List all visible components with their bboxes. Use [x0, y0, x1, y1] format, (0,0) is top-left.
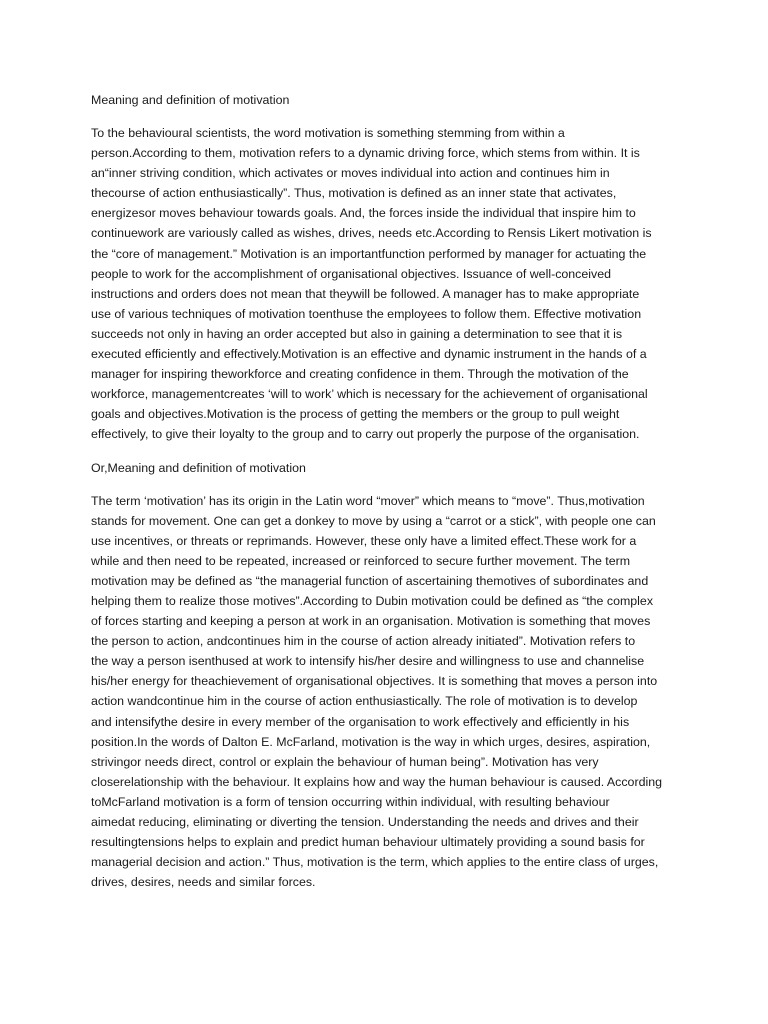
text-line: his/her energy for theachievement of organisational objectives. It is something that moves a person into	[91, 674, 658, 689]
text-line: managerial decision and action.” Thus, motivation is the term, which applies to the entire class of urges,	[91, 855, 659, 870]
text-line: and intensifythe desire in every member of the organisation to work effectively and efficiently in his	[91, 714, 630, 729]
section-heading: Meaning and definition of motivation	[91, 93, 290, 107]
text-line: continuework are variously called as wishes, drives, needs etc.According to Rensis Likert motivation is	[91, 226, 652, 241]
text-line: stands for movement. One can get a donkey to move by using a “carrot or a stick”, with people one can	[91, 513, 656, 528]
text-line: energizesor moves behaviour towards goals. And, the forces inside the individual that inspire him to	[91, 206, 636, 221]
text-line: an“inner striving condition, which activates or moves individual into action and continues him in	[91, 166, 610, 181]
text-line: people to work for the accomplishment of organisational objectives. Issuance of well-conceived	[91, 266, 611, 281]
text-line: closerelationship with the behaviour. It explains how and way the human behaviour is caused. According	[91, 774, 663, 789]
text-line: thecourse of action enthusiastically”. Thus, motivation is defined as an inner state that activates,	[91, 186, 617, 201]
text-line: use of various techniques of motivation toenthuse the employees to follow them. Effective motivation	[91, 306, 642, 321]
text-line: the person to action, andcontinues him in the course of action already initiated”. Motivation refers to	[91, 634, 636, 649]
text-line: instructions and orders does not mean that theywill be followed. A manager has to make appropriate	[91, 286, 640, 301]
text-line: workforce, managementcreates ‘will to work’ which is necessary for the achievement of organisational	[91, 387, 648, 402]
text-line: helping them to realize those motives”.According to Dubin motivation could be defined as “the complex	[91, 593, 654, 608]
text-line: resultingtensions helps to explain and predict human behaviour ultimately providing a sound basis for	[91, 835, 645, 850]
text-line: executed efficiently and effectively.Motivation is an effective and dynamic instrument in the hands of a	[91, 347, 647, 362]
text-line: action wandcontinue him in the course of action enthusiastically. The role of motivation is to develop	[91, 694, 638, 709]
text-line: aimedat reducing, eliminating or diverting the tension. Understanding the needs and drives and their	[91, 815, 639, 829]
text-line: manager for inspiring theworkforce and creating confidence in them. Through the motivation of the	[91, 367, 629, 382]
text-line: strivingor needs direct, control or explain the behaviour of human being”. Motivation has very	[91, 754, 599, 769]
text-line: position.In the words of Dalton E. McFarland, motivation is the way in which urges, desires, aspiration,	[91, 734, 651, 749]
text-line: person.According to them, motivation refers to a dynamic driving force, which stems from within. It is	[91, 146, 640, 161]
text-line: To the behavioural scientists, the word motivation is something stemming from within a	[91, 126, 565, 140]
text-line: the “core of management.” Motivation is an importantfunction performed by manager for actuating the	[91, 246, 647, 261]
paragraph	[91, 491, 683, 893]
document-page	[91, 90, 683, 905]
text-line: effectively, to give their loyalty to the group and to carry out properly the purpose of the organisation.	[91, 427, 640, 442]
text-line: The term ‘motivation’ has its origin in the Latin word “mover” which means to “move”. Thus,motivation	[91, 493, 645, 508]
text-line: drives, desires, needs and similar forces.	[91, 875, 316, 890]
text-line: succeeds not only in having an order accepted but also in gaining a determination to see that it is	[91, 326, 623, 341]
text-line: motivation may be defined as “the managerial function of ascertaining themotives of subordinates and	[91, 573, 649, 588]
text-line: toMcFarland motivation is a form of tension occurring within individual, with resulting behaviour	[91, 794, 610, 809]
text-line: the way a person isenthused at work to intensify his/her desire and willingness to use and channelise	[91, 654, 645, 669]
paragraph	[91, 123, 683, 445]
text-line: use incentives, or threats or reprimands. However, these only have a limited effect.These work for a	[91, 533, 637, 548]
text-line: of forces starting and keeping a person at work in an organisation. Motivation is something that moves	[91, 614, 651, 629]
text-line: while and then need to be repeated, increased or reinforced to secure further movement. The term	[91, 553, 631, 568]
text-line: goals and objectives.Motivation is the process of getting the members or the group to pull weight	[91, 407, 620, 422]
section-heading: Or,Meaning and definition of motivation	[91, 460, 306, 475]
